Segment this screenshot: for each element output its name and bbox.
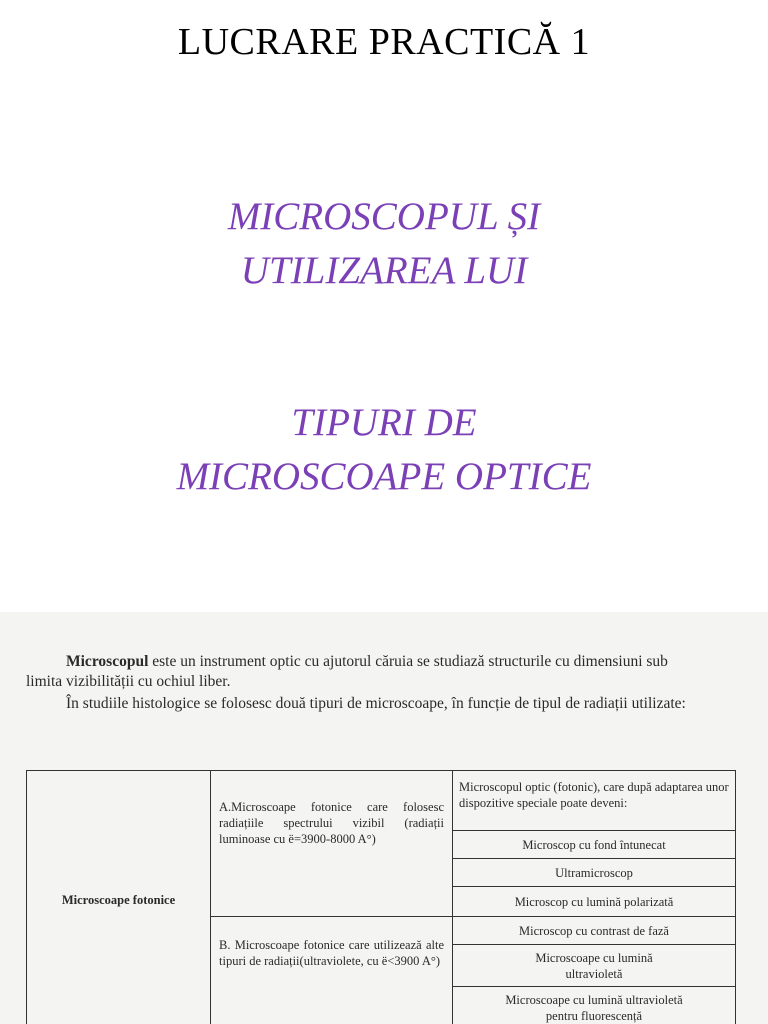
microscope-types-table bbox=[26, 770, 736, 1024]
term-bold: Microscopul bbox=[66, 653, 149, 670]
page-title: LUCRARE PRACTICĂ 1 bbox=[177, 21, 591, 63]
table-cell-item: Microscoape cu lumină ultravioletă bbox=[452, 944, 736, 986]
heading-line: MICROSCOAPE OPTICE bbox=[176, 455, 592, 498]
heading-line: MICROSCOPUL ȘI bbox=[227, 195, 541, 238]
table-cell-item: Microscoape cu lumină ultravioletă pentru fluorescență bbox=[452, 986, 736, 1024]
heading-line: TIPURI DE bbox=[291, 401, 477, 444]
table-cell-group-a: A.Microscoape fotonice care folosesc radiațiile spectrului vizibil (radiații luminoase cu ë=3900-8000 A°) bbox=[210, 770, 452, 916]
table-cell-category: Microscoape fotonice bbox=[26, 770, 210, 1024]
intro-paragraph-2: În studiile histologice se folosesc două tipuri de microscoape, în funcție de tipul de radiații utilizate: bbox=[66, 695, 686, 712]
intro-text: este un instrument optic cu ajutorul căruia se studiază structurile cu dimensiuni sub bbox=[148, 653, 668, 670]
table-cell-group-b: B. Microscoape fotonice care utilizează alte tipuri de radiații(ultraviolete, cu ë<3900 A°) bbox=[210, 916, 452, 1024]
scanned-excerpt bbox=[0, 612, 768, 1024]
table-cell-intro: Microscopul optic (fotonic), care după adaptarea unor dispozitive speciale poate deveni: bbox=[452, 770, 736, 830]
table-cell-item: Microscop cu contrast de fază bbox=[452, 916, 736, 944]
heading-line: UTILIZAREA LUI bbox=[240, 249, 528, 292]
table-cell-item: Ultramicroscop bbox=[452, 858, 736, 886]
table-cell-item: Microscop cu lumină polarizată bbox=[452, 886, 736, 916]
intro-paragraph bbox=[26, 652, 740, 692]
section-heading-types bbox=[0, 396, 768, 504]
intro-text-line2: limita vizibilității cu ochiul liber. bbox=[26, 673, 231, 690]
section-heading-microscope bbox=[0, 190, 768, 298]
table-cell-item: Microscop cu fond întunecat bbox=[452, 830, 736, 858]
